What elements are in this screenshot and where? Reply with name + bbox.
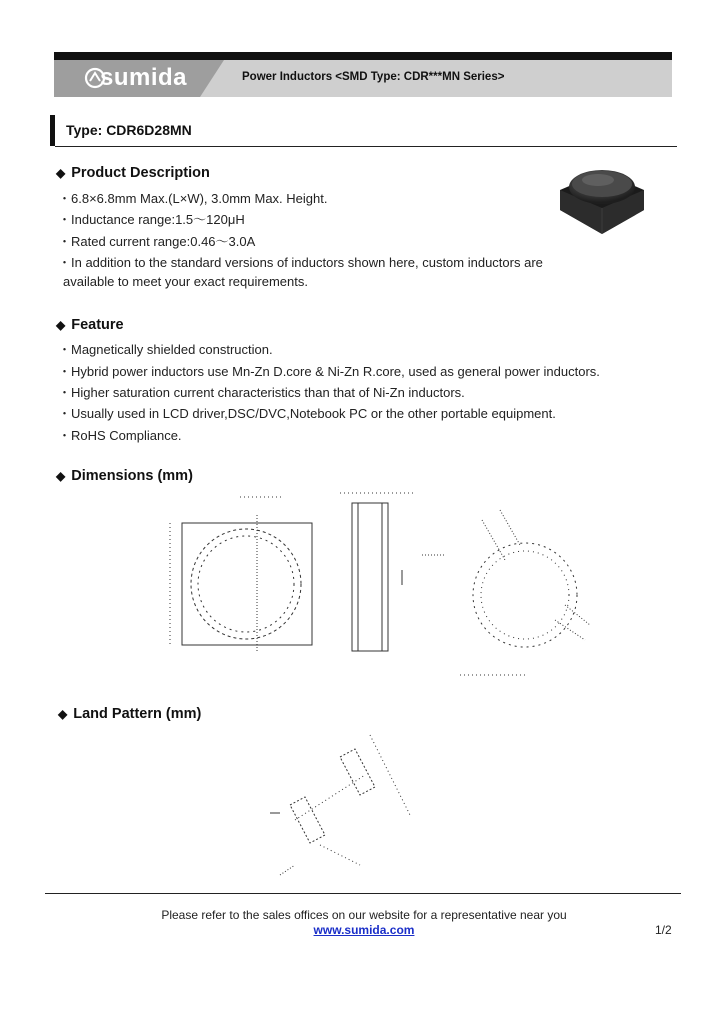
- type-title: Type: CDR6D28MN: [66, 122, 192, 138]
- description-item: ・Rated current range:0.46～3.0A: [58, 234, 256, 249]
- inductor-product-photo: [552, 160, 652, 240]
- website-link[interactable]: www.sumida.com: [313, 923, 415, 937]
- description-item: ・6.8×6.8mm Max.(L×W), 3.0mm Max. Height.: [58, 191, 328, 206]
- page-number: 1/2: [655, 923, 672, 937]
- type-heading-bar: [50, 115, 55, 146]
- land-pattern-heading: ◆ Land Pattern (mm): [58, 706, 202, 722]
- feature-item: ・Magnetically shielded construction.: [58, 342, 273, 357]
- diamond-bullet-icon: ◆: [56, 318, 66, 332]
- type-heading-rule: [55, 146, 677, 147]
- dimensions-heading: ◆ Dimensions (mm): [56, 468, 193, 484]
- diamond-bullet-icon: ◆: [56, 166, 66, 180]
- footer-rule: [45, 893, 681, 894]
- feature-heading: ◆ Feature: [56, 317, 124, 333]
- diamond-bullet-icon: ◆: [56, 469, 66, 483]
- description-continuation: available to meet your exact requirements.: [63, 274, 308, 289]
- feature-item: ・Usually used in LCD driver,DSC/DVC,Notebook PC or the other portable equipment.: [58, 406, 556, 421]
- diamond-bullet-icon: ◆: [58, 707, 68, 721]
- product-description-heading: ◆ Product Description: [56, 165, 210, 181]
- feature-item: ・RoHS Compliance.: [58, 428, 182, 443]
- header-top-rule: [54, 52, 672, 60]
- sumida-logo[interactable]: sumida: [100, 64, 188, 91]
- header-title: Power Inductors <SMD Type: CDR***MN Series>: [242, 71, 505, 83]
- dimensions-drawing: [160, 485, 600, 690]
- feature-item: ・Higher saturation current characteristics than that of Ni-Zn inductors.: [58, 385, 465, 400]
- description-item: ・In addition to the standard versions of inductors shown here, custom inductors are: [58, 255, 543, 270]
- feature-item: ・Hybrid power inductors use Mn-Zn D.core & Ni-Zn R.core, used as general power inductors.: [58, 364, 600, 379]
- land-pattern-drawing: [250, 725, 430, 885]
- description-item: ・Inductance range:1.5～120μH: [58, 212, 245, 227]
- footer-note: Please refer to the sales offices on our website for a representative near you: [161, 908, 567, 922]
